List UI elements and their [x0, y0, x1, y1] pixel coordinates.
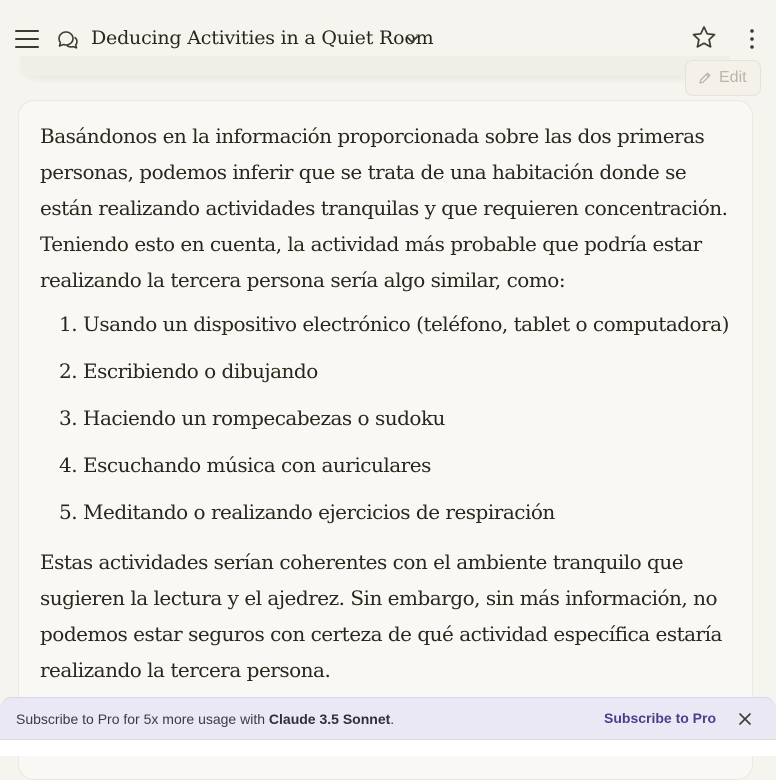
- star-icon[interactable]: [690, 24, 718, 52]
- more-vertical-icon[interactable]: [742, 26, 762, 52]
- banner-text-prefix: Subscribe to Pro for 5x more usage with: [16, 711, 269, 727]
- composer-edge: [0, 739, 776, 756]
- message-closing: Estas actividades serían coherentes con el ambiente tranquilo que sugieren la lectura y el ajedrez. Sin embargo, sin más información, no podemos estar seguros con certeza de qué actividad específica estaría realizando la tercera persona.: [40, 550, 722, 682]
- chevron-down-icon[interactable]: [405, 34, 419, 46]
- edit-button[interactable]: [685, 60, 761, 96]
- chat-bubbles-icon: [56, 28, 80, 52]
- activity-list: [40, 306, 730, 530]
- subscribe-pro-link[interactable]: Subscribe to Pro: [604, 710, 717, 726]
- pencil-icon: [698, 71, 712, 85]
- banner-text-suffix: .: [390, 711, 395, 727]
- message-body: [40, 118, 730, 688]
- message-intro: Basándonos en la información proporcionada sobre las dos primeras personas, podemos inferir que se trata de una habitación donde se están realizando actividades tranquilas y que requieren concentración. Teniendo esto en cuenta, la actividad más probable que podría estar realizando la tercera persona sería algo similar, como:: [40, 124, 728, 292]
- list-item: 2. Escribiendo o dibujando: [83, 353, 730, 389]
- list-item: 5. Meditando o realizando ejercicios de respiración: [83, 494, 730, 530]
- banner-text: [16, 711, 394, 727]
- subscribe-banner: [0, 697, 776, 739]
- close-icon[interactable]: [738, 712, 752, 726]
- list-item: 1. Usando un dispositivo electrónico (teléfono, tablet o computadora): [83, 306, 730, 342]
- banner-model-name: Claude 3.5 Sonnet: [268, 711, 391, 727]
- hamburger-icon[interactable]: [15, 28, 39, 50]
- edit-label: Edit: [719, 69, 747, 86]
- assistant-message: [18, 100, 753, 780]
- list-item: 3. Haciendo un rompecabezas o sudoku: [83, 400, 730, 436]
- conversation-title[interactable]: Deducing Activities in a Quiet Room: [91, 27, 434, 49]
- previous-message-edge: [20, 56, 730, 76]
- list-item: 4. Escuchando música con auriculares: [83, 447, 730, 483]
